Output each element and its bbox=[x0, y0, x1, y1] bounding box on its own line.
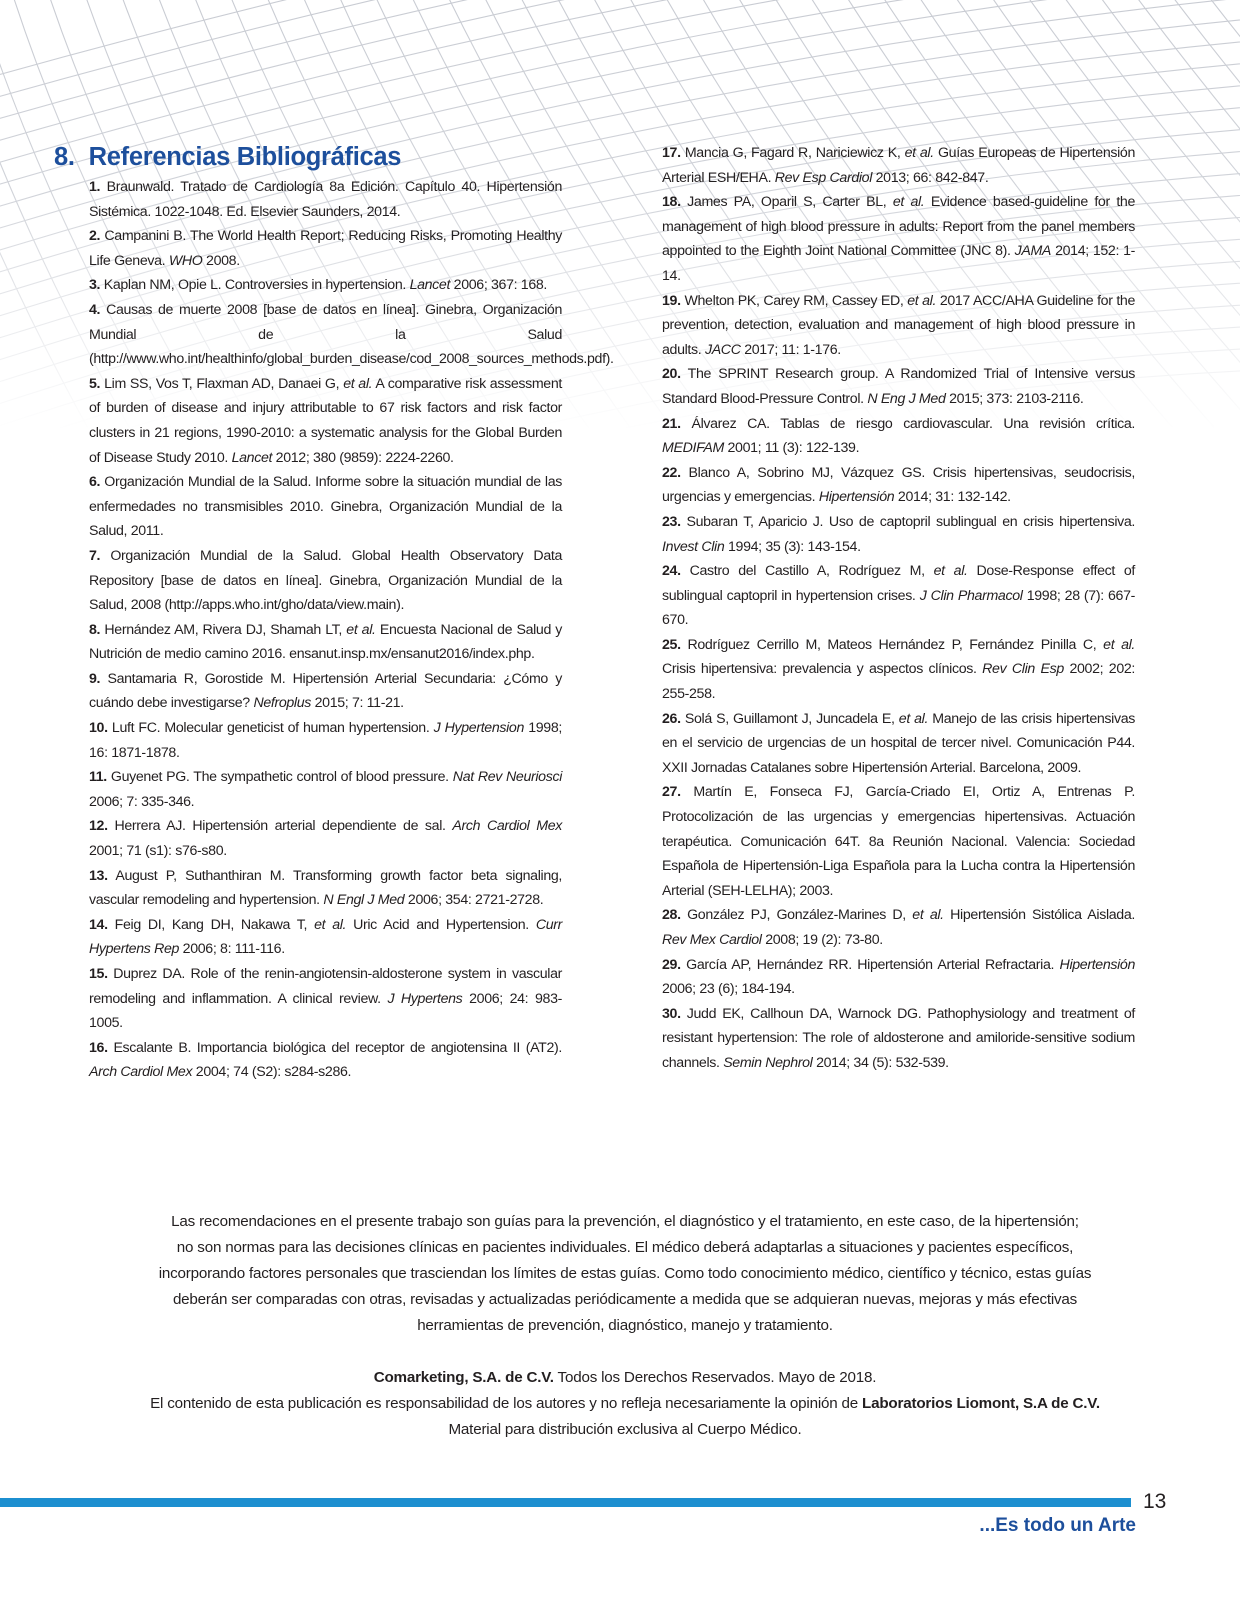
reference-journal: Nefroplus bbox=[253, 695, 312, 712]
company-name: Comarketing, S.A. de C.V. bbox=[373, 1369, 554, 1386]
reference-item bbox=[662, 633, 1135, 707]
reference-journal: Lancet bbox=[409, 277, 451, 294]
reference-number: 10. bbox=[89, 720, 108, 737]
reference-item bbox=[662, 953, 1135, 1002]
reference-text: 2014; 34 (5): 532-539. bbox=[812, 1054, 949, 1071]
reference-journal: J Clin Pharmacol bbox=[919, 587, 1023, 604]
reference-text: Rodríguez Cerrillo M, Mateos Hernández P, Fernández Pinilla C, bbox=[687, 636, 1104, 653]
reference-number: 29. bbox=[662, 956, 681, 973]
reference-text: García AP, Hernández RR. Hipertensión Arterial Refractaria. bbox=[686, 956, 1060, 973]
reference-text: 2013; 66: 842-847. bbox=[872, 169, 989, 186]
reference-item bbox=[662, 510, 1135, 559]
reference-journal: et al. bbox=[907, 292, 937, 309]
reference-item bbox=[662, 141, 1135, 190]
copyright-block bbox=[70, 1365, 1180, 1443]
responsibility-line bbox=[70, 1391, 1180, 1417]
reference-journal: Curr Hypertens Rep bbox=[89, 916, 562, 958]
reference-text: Organización Mundial de la Salud. Informe sobre la situación mundial de las enfermedades no transmisibles 2010. Ginebra, Organización Mundial de la Salud, 2011. bbox=[89, 474, 563, 540]
reference-journal: Arch Cardiol Mex bbox=[89, 1064, 193, 1081]
reference-text: Dose-Response effect of sublingual captopril in hypertension crises. bbox=[662, 563, 1136, 604]
reference-text: 2002; 202: 255-258. bbox=[662, 661, 1135, 703]
reference-number: 2. bbox=[89, 228, 101, 245]
reference-number: 25. bbox=[662, 636, 681, 653]
reference-number: 8. bbox=[89, 621, 101, 638]
reference-number: 21. bbox=[662, 415, 681, 432]
reference-item bbox=[89, 765, 562, 814]
reference-text: 2006; 8: 111-116. bbox=[179, 941, 285, 958]
reference-text: 2012; 380 (9859): 2224-2260. bbox=[272, 449, 454, 466]
reference-text: 2008. bbox=[202, 252, 240, 269]
reference-item bbox=[662, 190, 1135, 288]
reference-journal: MEDIFAM bbox=[662, 440, 724, 457]
references-right-column bbox=[662, 141, 1135, 1076]
reference-text: 2008; 19 (2): 73-80. bbox=[761, 932, 883, 948]
reference-text: The SPRINT Research group. A Randomized Trial of Intensive versus Standard Blood-Pressure Control. bbox=[662, 366, 1135, 407]
reference-text: Crisis hipertensiva: prevalencia y aspectos clínicos. bbox=[662, 661, 983, 678]
reference-journal: Invest Clin bbox=[662, 538, 725, 555]
reference-journal: et al. bbox=[343, 375, 373, 392]
reference-journal: et al. bbox=[314, 916, 347, 933]
reference-text: Duprez DA. Role of the renin-angiotensin-aldosterone system in vascular remodeling and inflammation. A clinical review. bbox=[89, 966, 562, 1007]
reference-text: 2004; 74 (S2): s284-s286. bbox=[192, 1064, 352, 1081]
disclaimer-block bbox=[70, 1209, 1180, 1443]
footer-tagline: ...Es todo un Arte bbox=[979, 1515, 1136, 1536]
reference-item bbox=[89, 864, 562, 913]
reference-journal: JACC bbox=[704, 341, 741, 358]
reference-journal: J Hypertens bbox=[387, 990, 463, 1007]
reference-journal: et al. bbox=[1103, 636, 1136, 653]
reference-text: Álvarez CA. Tablas de riesgo cardiovascular. Una revisión crítica. bbox=[691, 415, 1135, 432]
reference-number: 11. bbox=[89, 769, 107, 786]
reference-item bbox=[89, 1036, 562, 1085]
reference-text: Uric Acid and Hypertension. bbox=[346, 916, 536, 933]
reference-item bbox=[662, 289, 1135, 363]
reference-journal: Rev Esp Cardiol bbox=[774, 169, 873, 186]
reference-text: 2015; 373: 2103-2116. bbox=[945, 390, 1084, 407]
reference-journal: et al. bbox=[892, 194, 925, 211]
reference-text: Hipertensión Sistólica Aislada. bbox=[943, 907, 1135, 924]
lab-name: Laboratorios Liomont, S.A de C.V. bbox=[862, 1395, 1100, 1412]
reference-text: Manejo de las crisis hipertensivas en el servicio de urgencias de un hospital de tercer nivel. Comunicación P44. XXII Jornadas Catalanes sobre Hipertensión Arterial. Barcelona, 2009. bbox=[662, 710, 1135, 776]
reference-text: August P, Suthanthiran M. Transforming growth factor beta signaling, vascular remodeling and hypertension. bbox=[89, 867, 563, 909]
reference-text: 2006; 23 (6); 184-194. bbox=[662, 981, 795, 998]
disclaimer-line: incorporando factores personales que trasciendan los límites de estas guías. Como todo conocimiento médico, científico y técnico, estas guías bbox=[158, 1265, 1092, 1282]
reference-journal: Semin Nephrol bbox=[723, 1054, 813, 1071]
section-number: 8. bbox=[54, 143, 75, 171]
reference-journal: JAMA bbox=[1014, 243, 1052, 260]
responsibility-text: El contenido de esta publicación es responsabilidad de los autores y no refleja necesariamente la opinión de bbox=[150, 1395, 863, 1412]
reference-text: Judd EK, Callhoun DA, Warnock DG. Pathophysiology and treatment of resistant hypertension: The role of aldosterone and amiloride-sensitive sodium channels. bbox=[662, 1005, 1135, 1071]
reference-text: 2017; 11: 1-176. bbox=[740, 341, 841, 358]
reference-number: 15. bbox=[89, 966, 108, 982]
reference-item bbox=[89, 814, 562, 863]
reference-journal: Rev Clin Esp bbox=[982, 661, 1064, 678]
reference-journal: et al. bbox=[904, 145, 934, 161]
disclaimer-line: Las recomendaciones en el presente trabajo son guías para la prevención, el diagnóstico y el tratamiento, en este caso, de la hipertensión; bbox=[171, 1213, 1079, 1230]
disclaimer-line: no son normas para las decisiones clínicas en pacientes individuales. El médico deberá adaptarlas a situaciones y pacientes específicos, bbox=[176, 1239, 1074, 1256]
reference-number: 1. bbox=[89, 179, 101, 195]
reference-item bbox=[89, 716, 562, 765]
reference-journal: Nat Rev Neuriosci bbox=[452, 769, 563, 786]
reference-text: 1998; 28 (7): 667-670. bbox=[662, 587, 1135, 629]
reference-item bbox=[89, 618, 562, 667]
reference-text: 2006; 367: 168. bbox=[450, 277, 548, 294]
reference-item bbox=[89, 913, 562, 962]
reference-journal: et al. bbox=[898, 710, 929, 727]
reference-item bbox=[662, 1002, 1135, 1076]
reference-text: Escalante B. Importancia biológica del receptor de angiotensina II (AT2). bbox=[113, 1039, 562, 1056]
reference-journal: Hipertensión bbox=[1059, 956, 1135, 973]
reference-text: Luft FC. Molecular geneticist of human hypertension. bbox=[111, 720, 434, 737]
reference-number: 7. bbox=[89, 547, 101, 564]
reference-text: Encuesta Nacional de Salud y Nutrición de medio camino 2016. ensanut.insp.mx/ensanut2016/index.php. bbox=[89, 621, 562, 663]
reference-text: Guyenet PG. The sympathetic control of blood pressure. bbox=[110, 769, 453, 786]
reference-text: Hernández AM, Rivera DJ, Shamah LT, bbox=[104, 621, 347, 638]
disclaimer-text bbox=[70, 1209, 1180, 1339]
reference-number: 19. bbox=[662, 292, 681, 309]
reference-item bbox=[89, 372, 562, 470]
reference-journal: Rev Mex Cardiol bbox=[662, 932, 762, 948]
reference-item bbox=[89, 273, 562, 298]
reference-journal: N Eng J Med bbox=[867, 390, 946, 407]
reference-text: 1994; 35 (3): 143-154. bbox=[724, 538, 861, 555]
reference-text: Braunwald. Tratado de Cardiología 8a Edición. Capítulo 40. Hipertensión Sistémica. 1022-1048. Ed. Elsevier Saunders, 2014. bbox=[89, 179, 562, 220]
reference-text: Campanini B. The World Health Report; Reducing Risks, Promoting Healthy Life Geneva. bbox=[89, 228, 562, 269]
reference-text: 2001; 11 (3): 122-139. bbox=[723, 440, 860, 457]
reference-number: 5. bbox=[89, 375, 101, 392]
rights-text: Todos los Derechos Reservados. Mayo de 2018. bbox=[553, 1369, 877, 1386]
disclaimer-line: herramientas de prevención, diagnóstico, manejo y tratamiento. bbox=[417, 1317, 833, 1334]
reference-number: 3. bbox=[89, 277, 101, 294]
reference-number: 20. bbox=[662, 366, 681, 383]
reference-number: 18. bbox=[662, 194, 681, 211]
reference-item bbox=[662, 903, 1135, 952]
reference-number: 23. bbox=[662, 513, 681, 530]
reference-text: Whelton PK, Carey RM, Cassey ED, bbox=[684, 292, 908, 309]
section-title-text: Referencias Bibliográficas bbox=[88, 143, 402, 171]
reference-text: James PA, Oparil S, Carter BL, bbox=[687, 194, 893, 211]
reference-item bbox=[89, 962, 562, 1036]
reference-item bbox=[89, 544, 562, 618]
reference-number: 16. bbox=[89, 1039, 108, 1056]
reference-number: 14. bbox=[89, 916, 108, 933]
reference-item bbox=[662, 362, 1135, 411]
reference-text: 2014; 31: 132-142. bbox=[894, 489, 1011, 506]
reference-text: 2006; 24: 983-1005. bbox=[89, 990, 562, 1032]
reference-text: A comparative risk assessment of burden of disease and injury attributable to 67 risk factors and risk factor clusters in 21 regions, 1990-2010: a systematic analysis for the Global Burden of Disease Study 2010. bbox=[89, 375, 562, 466]
reference-text: Evidence based-guideline for the management of high blood pressure in adults: Report from the panel members appointed to the Eighth Joint National Committee (JNC 8). bbox=[662, 194, 1135, 260]
reference-journal: J Hypertension bbox=[433, 720, 525, 737]
reference-journal: Hipertensión bbox=[818, 489, 895, 506]
reference-text: González PJ, González-Marines D, bbox=[687, 907, 913, 924]
reference-text: Mancia G, Fagard R, Nariciewicz K, bbox=[684, 145, 905, 161]
reference-number: 17. bbox=[662, 145, 681, 161]
page-number: 13 bbox=[1143, 1490, 1167, 1513]
copyright-line bbox=[70, 1365, 1180, 1391]
reference-item bbox=[662, 412, 1135, 461]
reference-item bbox=[89, 298, 614, 372]
reference-item bbox=[89, 175, 562, 224]
reference-journal: Arch Cardiol Mex bbox=[452, 818, 562, 835]
reference-number: 26. bbox=[662, 710, 681, 727]
reference-journal: Lancet bbox=[231, 449, 273, 466]
reference-text: Santamaria R, Gorostide M. Hipertensión Arterial Secundaria: ¿Cómo y cuándo debe investigarse? bbox=[89, 670, 563, 712]
reference-text: Lim SS, Vos T, Flaxman AD, Danaei G, bbox=[104, 375, 344, 392]
reference-text: 2001; 71 (s1): s76-s80. bbox=[89, 843, 227, 860]
reference-number: 13. bbox=[89, 867, 108, 884]
reference-journal: et al. bbox=[912, 907, 944, 924]
references-left-column bbox=[89, 175, 614, 1085]
reference-number: 9. bbox=[89, 670, 101, 687]
reference-text: Feig DI, Kang DH, Nakawa T, bbox=[114, 916, 315, 933]
reference-text: Blanco A, Sobrino MJ, Vázquez GS. Crisis hipertensivas, seudocrisis, urgencias y emergencias. bbox=[662, 464, 1135, 506]
reference-text: 2006; 7: 335-346. bbox=[89, 793, 195, 810]
reference-item bbox=[662, 780, 1135, 903]
disclaimer-line: deberán ser comparadas con otras, revisadas y actualizadas periódicamente a medida que se adquieran nuevas, mejoras y más efectivas bbox=[172, 1291, 1078, 1308]
distribution-line: Material para distribución exclusiva al Cuerpo Médico. bbox=[448, 1421, 802, 1438]
reference-journal: et al. bbox=[933, 563, 968, 580]
reference-number: 6. bbox=[89, 474, 101, 491]
section-title bbox=[54, 143, 401, 172]
reference-number: 28. bbox=[662, 907, 681, 924]
reference-text: Solá S, Guillamont J, Juncadela E, bbox=[684, 710, 899, 727]
reference-text: 2014; 152: 1-14. bbox=[662, 243, 1135, 284]
reference-text: Guías Europeas de Hipertensión Arterial ESH/EHA. bbox=[662, 145, 1135, 186]
reference-item bbox=[89, 224, 562, 273]
reference-number: 4. bbox=[89, 301, 101, 318]
reference-text: 1998; 16: 1871-1878. bbox=[89, 720, 562, 761]
reference-item bbox=[662, 461, 1135, 510]
reference-number: 27. bbox=[662, 784, 681, 801]
reference-number: 30. bbox=[662, 1005, 681, 1022]
reference-text: Herrera AJ. Hipertensión arterial dependiente de sal. bbox=[114, 818, 453, 835]
reference-item bbox=[662, 707, 1135, 781]
reference-text: Kaplan NM, Opie L. Controversies in hypertension. bbox=[103, 277, 410, 294]
reference-text: Castro del Castillo A, Rodríguez M, bbox=[689, 563, 934, 580]
reference-text: 2006; 354: 2721-2728. bbox=[404, 892, 544, 909]
reference-number: 12. bbox=[89, 818, 108, 835]
reference-text: Organización Mundial de la Salud. Global Health Observatory Data Repository [base de datos en línea]. Ginebra, Organización Mundial de la Salud, 2008 (http://apps.who.int/gho/data/view.main). bbox=[89, 547, 562, 614]
reference-text: 2017 ACC/AHA Guideline for the prevention, detection, evaluation and management of high blood pressure in adults. bbox=[662, 292, 1136, 358]
reference-text: Subaran T, Aparicio J. Uso de captopril sublingual en crisis hipertensiva. bbox=[686, 513, 1135, 530]
reference-item bbox=[89, 470, 562, 544]
footer-bar bbox=[0, 1498, 1131, 1507]
reference-text: Martín E, Fonseca FJ, García-Criado EI, Ortiz A, Entrenas P. Protocolización de las urgencias y emergencias hipertensivas. Actuación terapéutica. Comunicación 64T. 8a Reunión Nacional. Valencia: Sociedad Española de Hipertensión-Liga Española para la Lucha contra la Hipertensión Arterial (SEH-LELHA); 2003. bbox=[662, 784, 1136, 899]
reference-number: 24. bbox=[662, 563, 681, 580]
reference-text: 2015; 7: 11-21. bbox=[311, 695, 404, 712]
reference-text: Causas de muerte 2008 [base de datos en línea]. Ginebra, Organización Mundial de la Salud (http://www.who.int/healthinfo/global_burden_disease/cod_2008_sources_methods.pdf). bbox=[89, 301, 614, 368]
reference-number: 22. bbox=[662, 464, 681, 481]
reference-journal: N Engl J Med bbox=[323, 892, 405, 909]
reference-journal: et al. bbox=[346, 621, 376, 638]
reference-journal: WHO bbox=[168, 252, 203, 269]
reference-item bbox=[89, 667, 562, 716]
reference-item bbox=[662, 559, 1135, 633]
